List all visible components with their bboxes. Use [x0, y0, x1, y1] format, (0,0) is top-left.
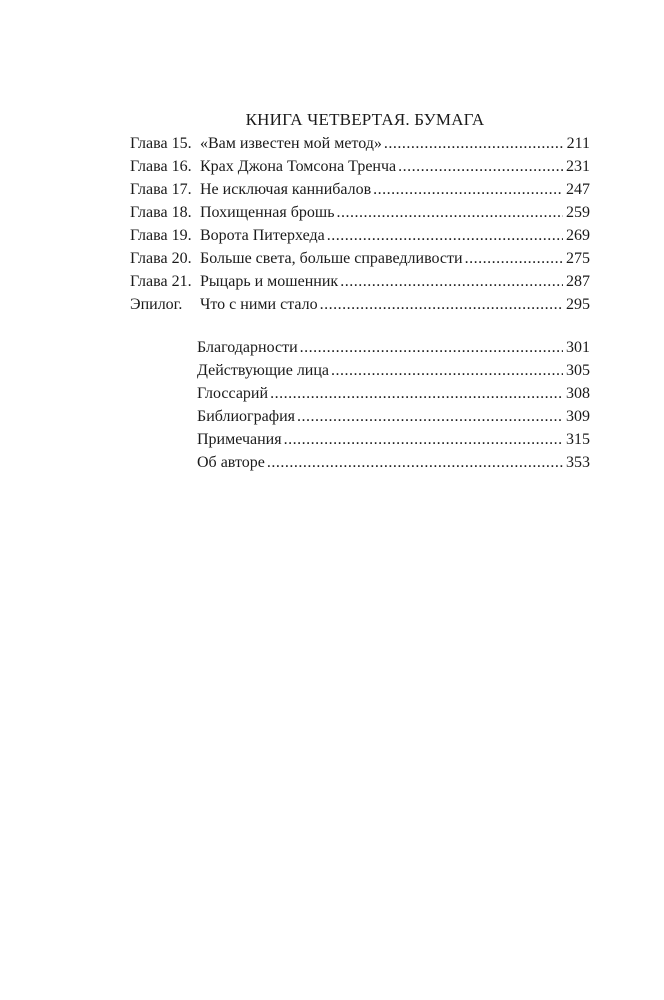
dot-leader [267, 451, 563, 474]
dot-leader [340, 270, 563, 293]
toc-entry-glossary[interactable] [197, 382, 590, 405]
dot-leader [320, 293, 563, 316]
toc-entry-chapter-20[interactable] [130, 247, 590, 270]
appendix-title: Библиография [197, 408, 295, 425]
toc-entry-about-author[interactable] [197, 451, 590, 474]
chapter-label: Глава 17. [130, 181, 192, 198]
toc-entry-chapter-16[interactable] [130, 155, 590, 178]
chapter-title: Не исключая каннибалов [200, 181, 372, 198]
appendix-title: Примечания [197, 431, 282, 448]
toc-entry-characters[interactable] [197, 359, 590, 382]
toc-entry-chapter-15[interactable] [130, 132, 590, 155]
chapter-label: Глава 18. [130, 204, 192, 221]
appendix-title: Действующие лица [197, 362, 330, 379]
dot-leader [336, 201, 563, 224]
book-section-title: КНИГА ЧЕТВЕРТАЯ. БУМАГА [245, 110, 485, 129]
chapter-title: Что с ними стало [200, 296, 318, 313]
appendix-list [197, 336, 590, 474]
dot-leader [373, 178, 563, 201]
dot-leader [398, 155, 563, 178]
dot-leader [284, 428, 563, 451]
page-number: 295 [566, 296, 590, 313]
toc-entry-chapter-18[interactable] [130, 201, 590, 224]
chapter-label: Глава 19. [130, 227, 192, 244]
dot-leader [270, 382, 563, 405]
page-number: 353 [566, 454, 590, 471]
chapter-title: Ворота Питерхеда [200, 227, 325, 244]
dot-leader [384, 132, 564, 155]
chapter-label: Глава 21. [130, 273, 192, 290]
chapter-label: Глава 15. [130, 135, 192, 152]
chapter-title: Больше света, больше справедливости [200, 250, 463, 267]
appendix-title: Об авторе [197, 454, 265, 471]
page-number: 247 [566, 181, 590, 198]
page-number: 305 [566, 362, 590, 379]
table-of-contents [130, 108, 590, 316]
chapter-title: «Вам известен мой метод» [200, 135, 382, 152]
chapter-label: Эпилог. [130, 296, 183, 313]
toc-entry-acknowledgements[interactable] [197, 336, 590, 359]
page-number: 259 [566, 204, 590, 221]
toc-entry-bibliography[interactable] [197, 405, 590, 428]
appendix-title: Глоссарий [197, 385, 269, 402]
page-number: 287 [566, 273, 590, 290]
page-number: 275 [566, 250, 590, 267]
page-number: 231 [566, 158, 590, 175]
dot-leader [300, 336, 563, 359]
chapter-label: Глава 16. [130, 158, 192, 175]
dot-leader [331, 359, 563, 382]
chapter-title: Рыцарь и мошенник [200, 273, 339, 290]
appendix-title: Благодарности [197, 339, 298, 356]
toc-entry-chapter-21[interactable] [130, 270, 590, 293]
page-number: 269 [566, 227, 590, 244]
page-number: 308 [566, 385, 590, 402]
toc-entry-notes[interactable] [197, 428, 590, 451]
toc-entry-chapter-19[interactable] [130, 224, 590, 247]
chapter-title: Крах Джона Томсона Тренча [200, 158, 397, 175]
chapter-title: Похищенная брошь [200, 204, 335, 221]
page-number: 301 [566, 339, 590, 356]
page-number: 309 [566, 408, 590, 425]
page-number: 211 [566, 135, 590, 152]
dot-leader [327, 224, 563, 247]
page-number: 315 [566, 431, 590, 448]
chapter-label: Глава 20. [130, 250, 192, 267]
dot-leader [465, 247, 563, 270]
dot-leader [297, 405, 563, 428]
toc-entry-epilogue[interactable] [130, 293, 590, 316]
toc-entry-chapter-17[interactable] [130, 178, 590, 201]
